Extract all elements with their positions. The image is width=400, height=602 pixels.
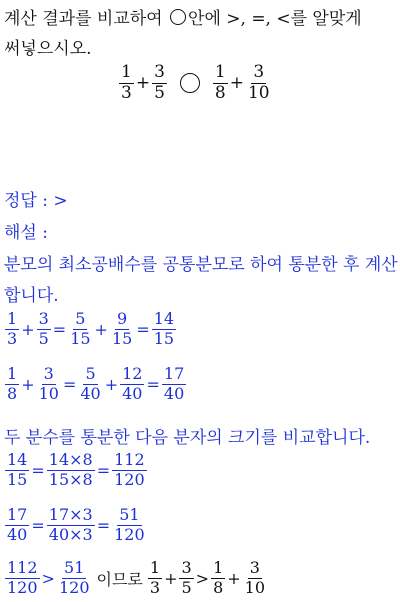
explanation-text-1: 분모의 최소공배수를 공통분모로 하여 통분한 후 계산 (4, 255, 398, 275)
fraction: $\frac{14\times 8}{15\times 8}$ (48, 450, 93, 489)
equation-row: $\frac{17}{40}$ = $\frac{17\times 3}{40\times 3}$ = $\frac{51}{120}$ (7, 505, 145, 544)
fraction: $\frac{3}{5}$ (154, 62, 165, 103)
fraction: $\frac{51}{120}$ (114, 505, 145, 544)
fraction: $\frac{12}{40}$ (122, 364, 143, 403)
explanation-text-2: 합니다. (4, 286, 59, 306)
question-text-part2: 안에 >, =, <를 알맞게 (188, 9, 362, 29)
fraction: $\frac{9}{15}$ (111, 309, 133, 348)
fraction: $\frac{112}{120}$ (114, 450, 145, 489)
fraction: $\frac{1}{3}$ (7, 309, 18, 348)
fraction: $\frac{5}{40}$ (80, 364, 101, 403)
fraction: $\frac{14}{15}$ (153, 309, 175, 348)
fraction: $\frac{5}{15}$ (70, 309, 91, 348)
explanation-label: 해설 : (4, 223, 48, 243)
fraction: $\frac{3}{10}$ (247, 62, 270, 103)
question-expression: $\frac{1}{3}$ + $\frac{3}{5}$ $\frac{1}{8}$ + $\frac{3}{10}$ (121, 62, 270, 103)
question-text-line2: 써넣으시오. (4, 39, 92, 59)
fraction: $\frac{1}{8}$ (213, 558, 224, 597)
equation-row: $\frac{14}{15}$ = $\frac{14\times 8}{15\times 8}$ = $\frac{112}{120}$ (7, 450, 145, 489)
fraction: $\frac{51}{120}$ (58, 558, 90, 597)
fraction: $\frac{17}{40}$ (163, 364, 185, 403)
question-text-part1: 계산 결과를 비교하여 (4, 9, 169, 29)
fraction: $\frac{1}{8}$ (7, 364, 18, 403)
fraction: $\frac{3}{5}$ (181, 558, 192, 597)
circle-blank-icon (170, 9, 186, 25)
explanation-text-3: 두 분수를 통분한 다음 분자의 크기를 비교합니다. (4, 428, 371, 448)
fraction: $\frac{17\times 3}{40\times 3}$ (48, 505, 93, 544)
fraction: $\frac{3}{10}$ (38, 364, 59, 403)
fraction: $\frac{112}{120}$ (7, 558, 38, 597)
fraction: $\frac{1}{3}$ (121, 62, 132, 103)
answer-label: 정답 : > (4, 191, 68, 211)
comparison-circle-icon (180, 73, 200, 93)
fraction: $\frac{3}{5}$ (38, 309, 49, 348)
equation-row: $\frac{1}{3}$ + $\frac{3}{5}$ = $\frac{5}{15}$ + $\frac{9}{15}$ = $\frac{14}{15}$ (7, 309, 175, 348)
fraction: $\frac{1}{8}$ (214, 62, 226, 103)
equation-row: $\frac{1}{8}$ + $\frac{3}{10}$ = $\frac{5}{40}$ + $\frac{12}{40}$ = $\frac{17}{40}$ (7, 364, 185, 403)
fraction: $\frac{1}{3}$ (149, 558, 161, 597)
conclusion-row: $\frac{112}{120}$ > $\frac{51}{120}$ 이므로 $\frac{1}{3}$ + $\frac{3}{5}$ > $\frac{1}{8}$ + $\frac{3}{10}$ (7, 558, 266, 597)
question-line-2 (4, 34, 92, 59)
fraction: $\frac{14}{15}$ (7, 450, 28, 489)
conclusion-text: 이므로 (96, 569, 143, 589)
fraction: $\frac{17}{40}$ (7, 505, 28, 544)
fraction: $\frac{3}{10}$ (244, 558, 266, 597)
question-line-1 (4, 4, 362, 29)
